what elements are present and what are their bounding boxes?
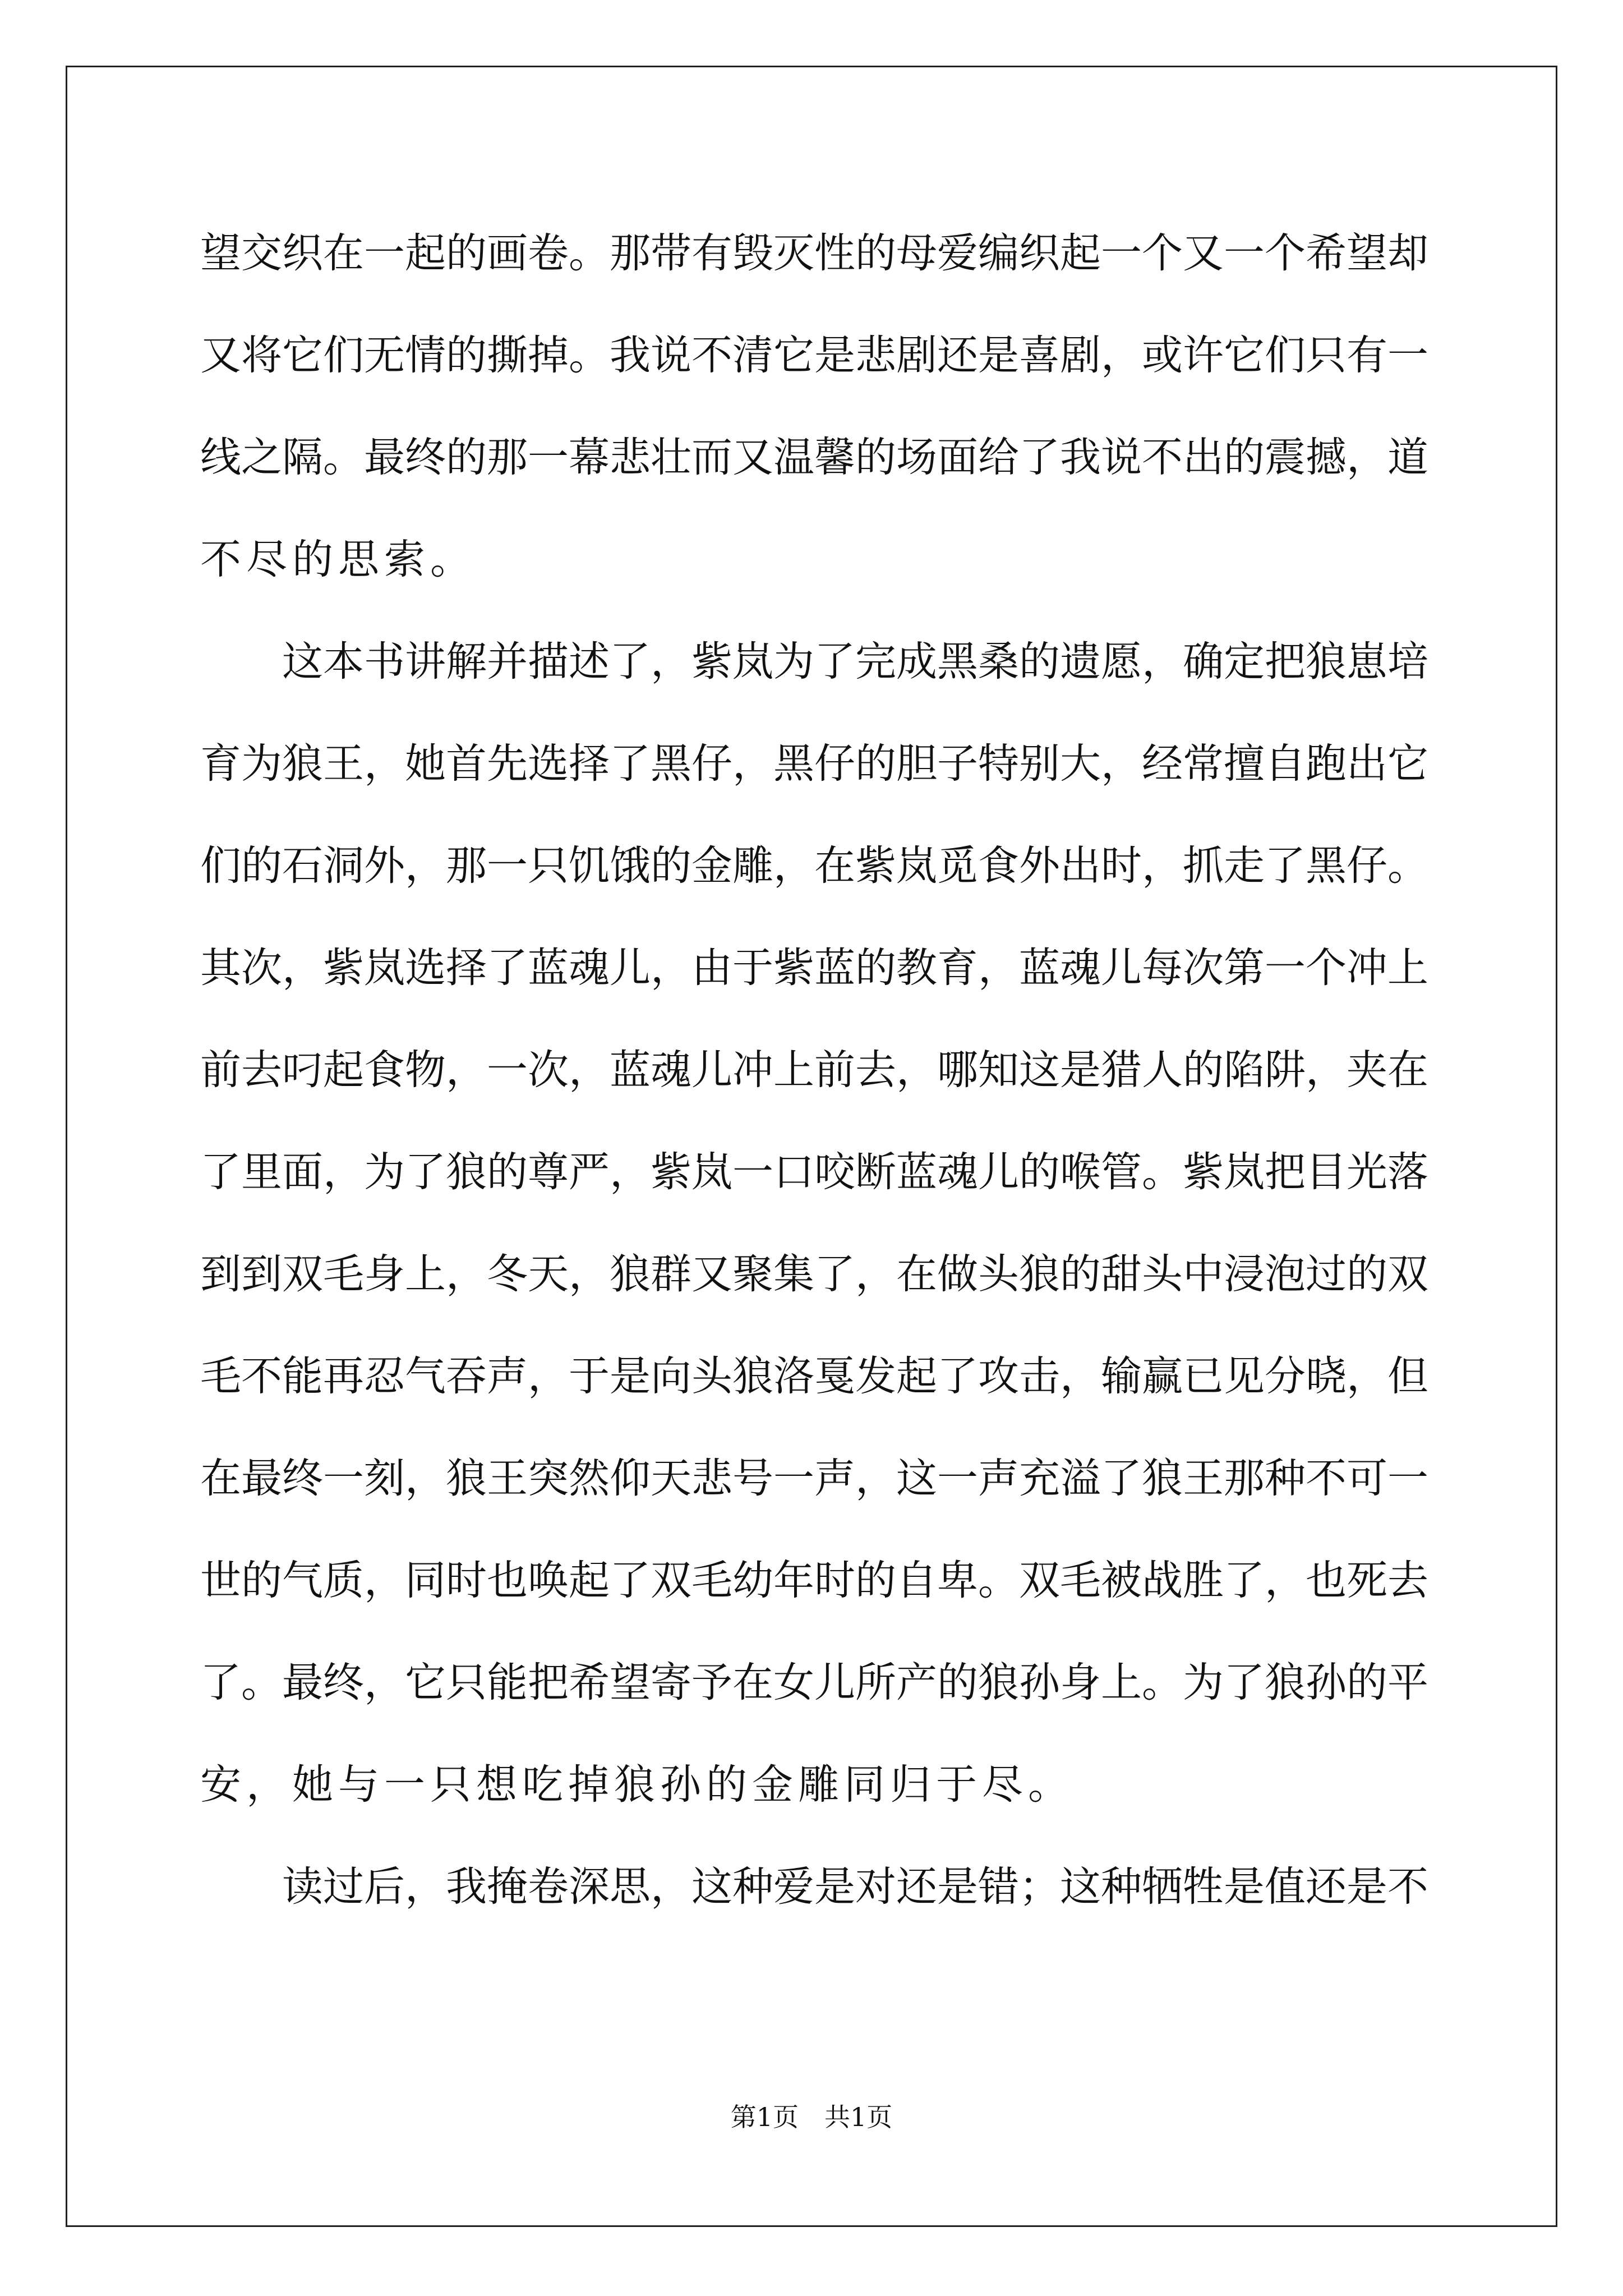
- text-line: 其次，紫岚选择了蓝魂儿，由于紫蓝的教育，蓝魂儿每次第一个冲上: [200, 944, 1428, 992]
- page-footer: [0, 2100, 1623, 2134]
- text-line: 前去叼起食物，一次，蓝魂儿冲上前去，哪知这是猎人的陷阱，夹在: [200, 1046, 1428, 1094]
- text-line: 世的气质，同时也唤起了双毛幼年时的自卑。双毛被战胜了，也死去: [200, 1557, 1428, 1604]
- text-line: 又将它们无情的撕掉。我说不清它是悲剧还是喜剧，或许它们只有一: [200, 332, 1428, 379]
- text-line: 读过后，我掩卷深思，这种爱是对还是错；这种牺牲是值还是不: [282, 1863, 1428, 1911]
- document-body: [200, 203, 1428, 1938]
- text-line: 们的石洞外，那一只饥饿的金雕，在紫岚觅食外出时，抓走了黑仔。: [200, 842, 1428, 890]
- text-line: 望交织在一起的画卷。那带有毁灭性的母爱编织起一个又一个希望却: [200, 229, 1428, 277]
- text-line: 不尽的思索。: [200, 536, 476, 583]
- text-line: 育为狼王，她首先选择了黑仔，黑仔的胆子特别大，经常擅自跑出它: [200, 740, 1428, 788]
- text-line: 安，她与一只想吃掉狼孙的金雕同归于尽。: [200, 1761, 1074, 1809]
- text-line: 线之隔。最终的那一幕悲壮而又温馨的场面给了我说不出的震撼，道: [200, 434, 1428, 481]
- text-line: 毛不能再忍气吞声，于是向头狼洛戛发起了攻击，输赢已见分晓，但: [200, 1352, 1428, 1400]
- page-count: 共1页: [824, 2102, 893, 2132]
- page-number: 第1页: [730, 2102, 799, 2132]
- text-line: 这本书讲解并描述了，紫岚为了完成黑桑的遗愿，确定把狼崽培: [282, 638, 1428, 685]
- text-line: 在最终一刻，狼王突然仰天悲号一声，这一声充溢了狼王那种不可一: [200, 1455, 1428, 1502]
- text-line: 了里面，为了狼的尊严，紫岚一口咬断蓝魂儿的喉管。紫岚把目光落: [200, 1148, 1428, 1196]
- text-line: 到到双毛身上，冬天，狼群又聚集了，在做头狼的甜头中浸泡过的双: [200, 1250, 1428, 1298]
- text-line: 了。最终，它只能把希望寄予在女儿所产的狼孙身上。为了狼孙的平: [200, 1659, 1428, 1706]
